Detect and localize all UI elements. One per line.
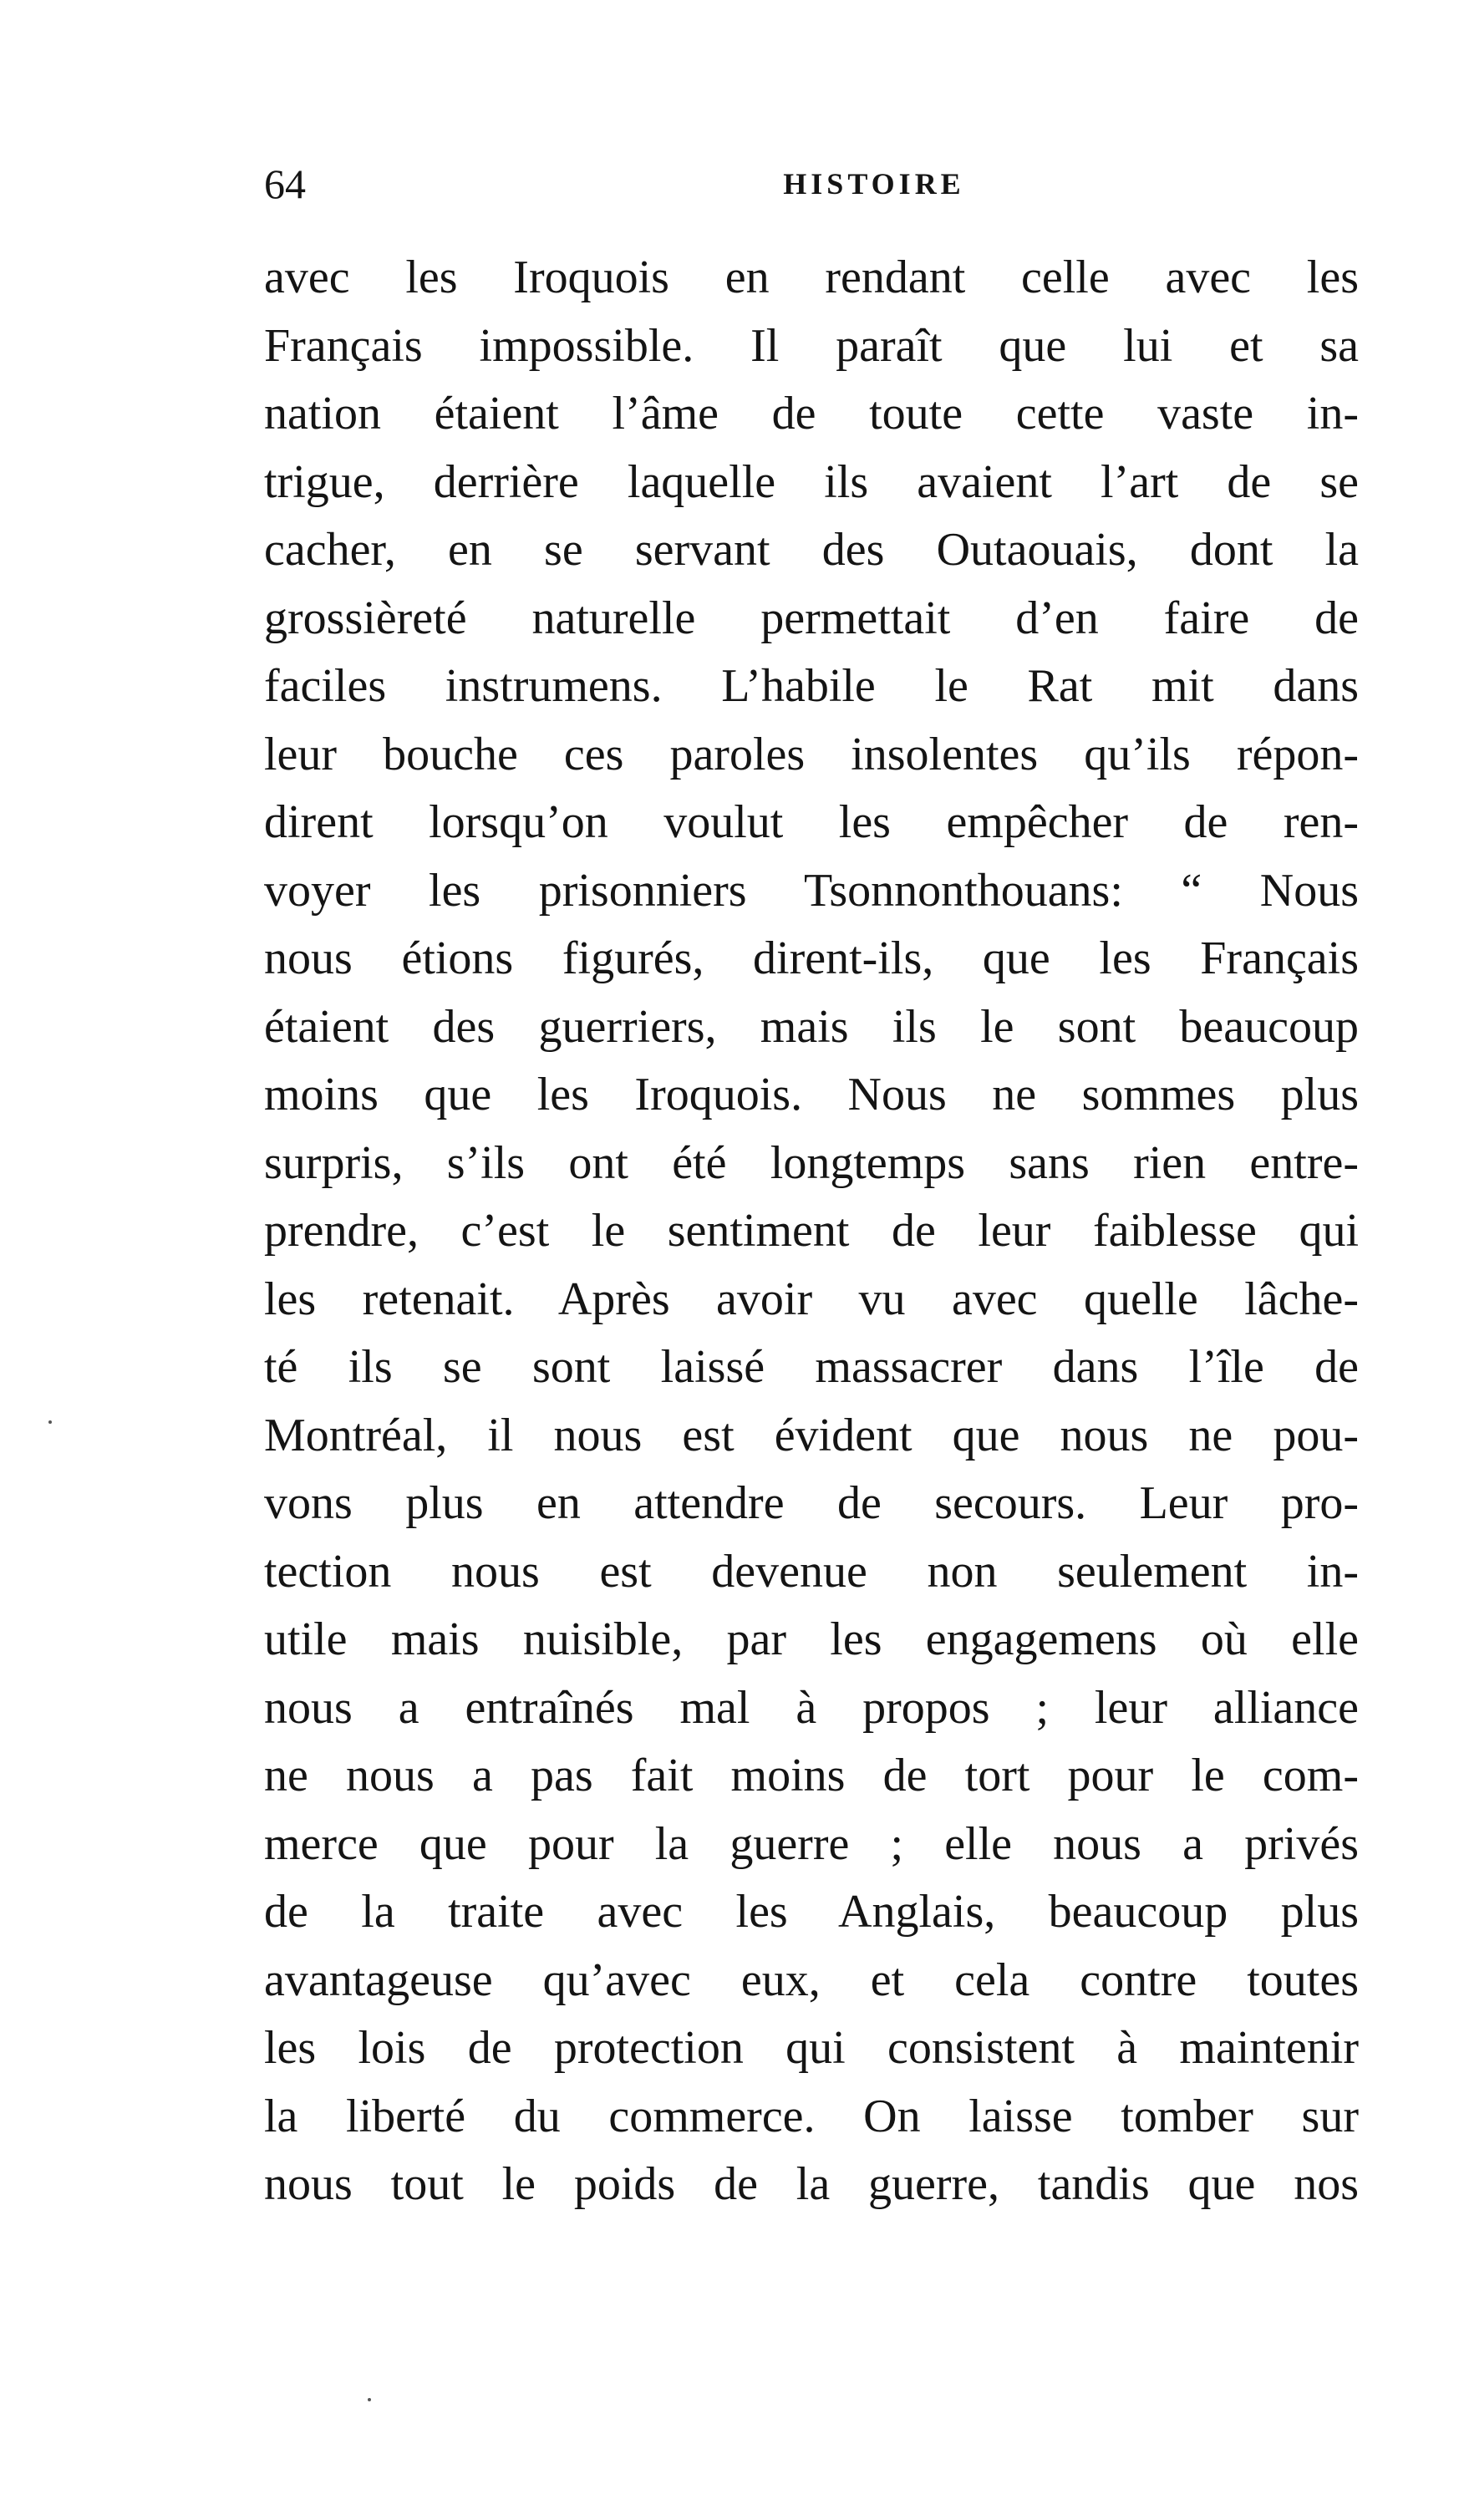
stray-ink-mark: [368, 2398, 371, 2401]
text-line: dirent lorsqu’on voulut les empêcher de ren-: [264, 796, 1359, 848]
text-line: nous a entraînés mal à propos ; leur alliance: [264, 1681, 1359, 1734]
text-line: faciles instrumens. L’habile le Rat mit dans: [264, 660, 1359, 712]
page-header: [264, 159, 1359, 209]
text-line: utile mais nuisible, par les engagemens où elle: [264, 1613, 1359, 1665]
text-line: les lois de protection qui consistent à maintenir: [264, 2022, 1359, 2074]
text-line: cacher, en se servant des Outaouais, dont la: [264, 524, 1359, 576]
text-line: nation étaient l’âme de toute cette vaste in-: [264, 388, 1359, 439]
text-line: surpris, s’ils ont été longtemps sans rien entre-: [264, 1136, 1359, 1189]
text-line: té ils se sont laissé massacrer dans l’île de: [264, 1341, 1359, 1393]
text-line: grossièreté naturelle permettait d’en faire de: [264, 592, 1359, 644]
text-line: de la traite avec les Anglais, beaucoup plus: [264, 1886, 1359, 1938]
text-line: les retenait. Après avoir vu avec quelle lâche-: [264, 1273, 1359, 1325]
running-title: HISTOIRE: [783, 167, 965, 201]
text-line: ne nous a pas fait moins de tort pour le com-: [264, 1750, 1359, 1801]
text-line: avec les Iroquois en rendant celle avec les: [264, 251, 1359, 303]
text-line: avantageuse qu’avec eux, et cela contre toutes: [264, 1954, 1359, 2006]
text-line: tection nous est devenue non seulement in-: [264, 1545, 1359, 1598]
page-number: 64: [264, 160, 306, 207]
text-line: la liberté du commerce. On laisse tomber sur: [264, 2090, 1359, 2142]
text-line: merce que pour la guerre ; elle nous a privés: [264, 1817, 1359, 1870]
text-line: vons plus en attendre de secours. Leur pro-: [264, 1477, 1359, 1529]
text-line: voyer les prisonniers Tsonnonthouans: “ Nous: [264, 864, 1359, 917]
text-line: moins que les Iroquois. Nous ne sommes plus: [264, 1069, 1359, 1120]
text-line: prendre, c’est le sentiment de leur faiblesse qui: [264, 1205, 1359, 1257]
text-line: trigue, derrière laquelle ils avaient l’art de se: [264, 455, 1359, 508]
text-line: Montréal, il nous est évident que nous ne pou-: [264, 1409, 1359, 1461]
text-line: nous tout le poids de la guerre, tandis que nos: [264, 2158, 1359, 2210]
text-line: Français impossible. Il paraît que lui et sa: [264, 319, 1359, 372]
text-line: leur bouche ces paroles insolentes qu’ils répon-: [264, 728, 1359, 780]
stray-ink-mark: [48, 1420, 52, 1424]
body-text: [264, 244, 1359, 2219]
text-line: étaient des guerriers, mais ils le sont beaucoup: [264, 1000, 1359, 1053]
text-line: nous étions figurés, dirent-ils, que les Français: [264, 932, 1359, 984]
